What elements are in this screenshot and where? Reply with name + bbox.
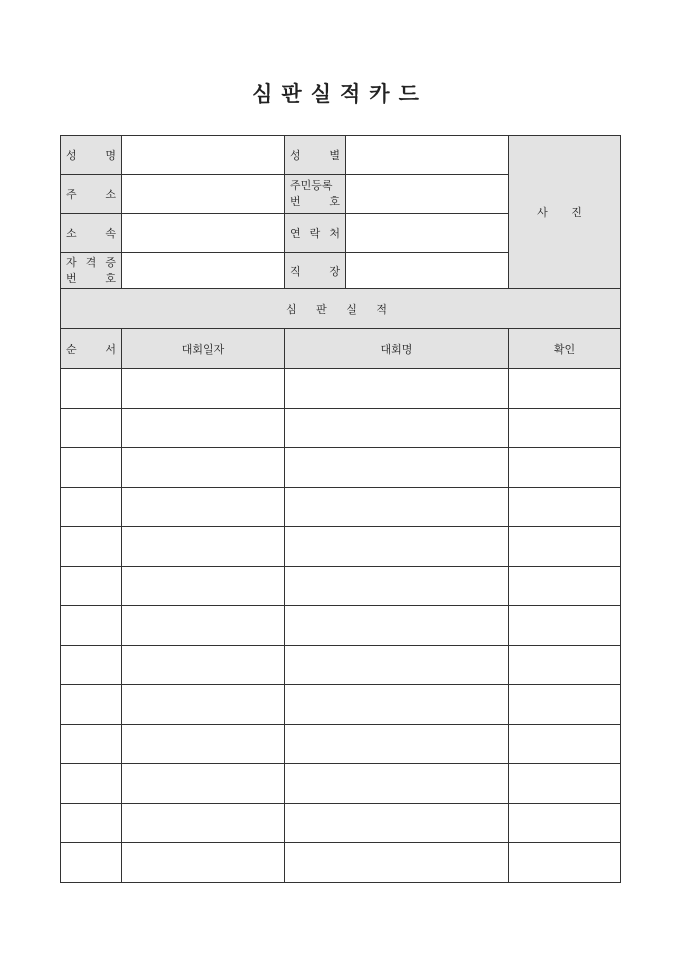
col-header-confirm: 확인 bbox=[509, 329, 621, 369]
gender-label: 성 별 bbox=[285, 136, 346, 175]
record-date-cell[interactable] bbox=[122, 724, 285, 764]
contact-label: 연 락 처 bbox=[285, 214, 346, 253]
record-row bbox=[61, 803, 621, 843]
record-row bbox=[61, 606, 621, 646]
name-label: 성 명 bbox=[61, 136, 122, 175]
record-order-cell[interactable] bbox=[61, 566, 122, 606]
record-date-cell[interactable] bbox=[122, 803, 285, 843]
workplace-label: 직 장 bbox=[285, 253, 346, 289]
record-date-cell[interactable] bbox=[122, 764, 285, 804]
record-order-cell[interactable] bbox=[61, 369, 122, 409]
name-field[interactable] bbox=[122, 136, 285, 175]
record-date-cell[interactable] bbox=[122, 645, 285, 685]
record-order-cell[interactable] bbox=[61, 803, 122, 843]
record-confirm-cell[interactable] bbox=[509, 566, 621, 606]
record-row bbox=[61, 764, 621, 804]
record-row bbox=[61, 843, 621, 883]
record-competition-cell[interactable] bbox=[285, 843, 509, 883]
workplace-field[interactable] bbox=[346, 253, 509, 289]
record-competition-cell[interactable] bbox=[285, 448, 509, 488]
record-competition-cell[interactable] bbox=[285, 764, 509, 804]
record-order-cell[interactable] bbox=[61, 606, 122, 646]
record-row bbox=[61, 566, 621, 606]
license-no-label-line1: 자 격 증 bbox=[66, 255, 116, 269]
record-competition-cell[interactable] bbox=[285, 566, 509, 606]
record-competition-cell[interactable] bbox=[285, 803, 509, 843]
record-date-cell[interactable] bbox=[122, 448, 285, 488]
form-title: 심판실적카드 bbox=[252, 81, 428, 106]
record-order-cell[interactable] bbox=[61, 645, 122, 685]
affiliation-label: 소 속 bbox=[61, 214, 122, 253]
record-date-cell[interactable] bbox=[122, 685, 285, 725]
record-order-cell[interactable] bbox=[61, 843, 122, 883]
record-order-cell[interactable] bbox=[61, 685, 122, 725]
record-order-cell[interactable] bbox=[61, 527, 122, 567]
record-order-cell[interactable] bbox=[61, 724, 122, 764]
record-row bbox=[61, 369, 621, 409]
record-confirm-cell[interactable] bbox=[509, 527, 621, 567]
record-confirm-cell[interactable] bbox=[509, 764, 621, 804]
record-confirm-cell[interactable] bbox=[509, 487, 621, 527]
resident-no-label bbox=[285, 175, 346, 214]
record-order-cell[interactable] bbox=[61, 448, 122, 488]
record-competition-cell[interactable] bbox=[285, 724, 509, 764]
gender-field[interactable] bbox=[346, 136, 509, 175]
record-date-cell[interactable] bbox=[122, 566, 285, 606]
record-order-cell[interactable] bbox=[61, 764, 122, 804]
record-date-cell[interactable] bbox=[122, 408, 285, 448]
record-row bbox=[61, 645, 621, 685]
record-confirm-cell[interactable] bbox=[509, 724, 621, 764]
record-row bbox=[61, 724, 621, 764]
photo-box[interactable]: 사 진 bbox=[509, 136, 621, 289]
record-competition-cell[interactable] bbox=[285, 685, 509, 725]
col-header-date: 대회일자 bbox=[122, 329, 285, 369]
record-row bbox=[61, 527, 621, 567]
resident-no-field[interactable] bbox=[346, 175, 509, 214]
record-competition-cell[interactable] bbox=[285, 606, 509, 646]
section-title: 심 판 실 적 bbox=[61, 289, 621, 329]
address-label: 주 소 bbox=[61, 175, 122, 214]
record-competition-cell[interactable] bbox=[285, 369, 509, 409]
record-row bbox=[61, 448, 621, 488]
col-header-order: 순 서 bbox=[61, 329, 122, 369]
resident-no-label-line2: 번 호 bbox=[290, 195, 340, 208]
record-confirm-cell[interactable] bbox=[509, 448, 621, 488]
license-no-field[interactable] bbox=[122, 253, 285, 289]
record-confirm-cell[interactable] bbox=[509, 803, 621, 843]
col-header-competition: 대회명 bbox=[285, 329, 509, 369]
address-field[interactable] bbox=[122, 175, 285, 214]
record-competition-cell[interactable] bbox=[285, 408, 509, 448]
record-date-cell[interactable] bbox=[122, 487, 285, 527]
record-order-cell[interactable] bbox=[61, 487, 122, 527]
contact-field[interactable] bbox=[346, 214, 509, 253]
record-date-cell[interactable] bbox=[122, 843, 285, 883]
record-date-cell[interactable] bbox=[122, 606, 285, 646]
record-confirm-cell[interactable] bbox=[509, 685, 621, 725]
affiliation-field[interactable] bbox=[122, 214, 285, 253]
record-confirm-cell[interactable] bbox=[509, 408, 621, 448]
license-no-label bbox=[61, 253, 122, 289]
record-competition-cell[interactable] bbox=[285, 487, 509, 527]
record-date-cell[interactable] bbox=[122, 369, 285, 409]
license-no-label-line2: 번 호 bbox=[66, 271, 116, 285]
record-row bbox=[61, 408, 621, 448]
record-confirm-cell[interactable] bbox=[509, 369, 621, 409]
record-confirm-cell[interactable] bbox=[509, 606, 621, 646]
record-date-cell[interactable] bbox=[122, 527, 285, 567]
record-confirm-cell[interactable] bbox=[509, 645, 621, 685]
record-confirm-cell[interactable] bbox=[509, 843, 621, 883]
record-rows bbox=[61, 369, 621, 883]
referee-record-form bbox=[60, 135, 621, 883]
record-competition-cell[interactable] bbox=[285, 645, 509, 685]
record-competition-cell[interactable] bbox=[285, 527, 509, 567]
record-row bbox=[61, 685, 621, 725]
record-order-cell[interactable] bbox=[61, 408, 122, 448]
record-row bbox=[61, 487, 621, 527]
resident-no-label-line1: 주민등록 bbox=[290, 179, 333, 192]
